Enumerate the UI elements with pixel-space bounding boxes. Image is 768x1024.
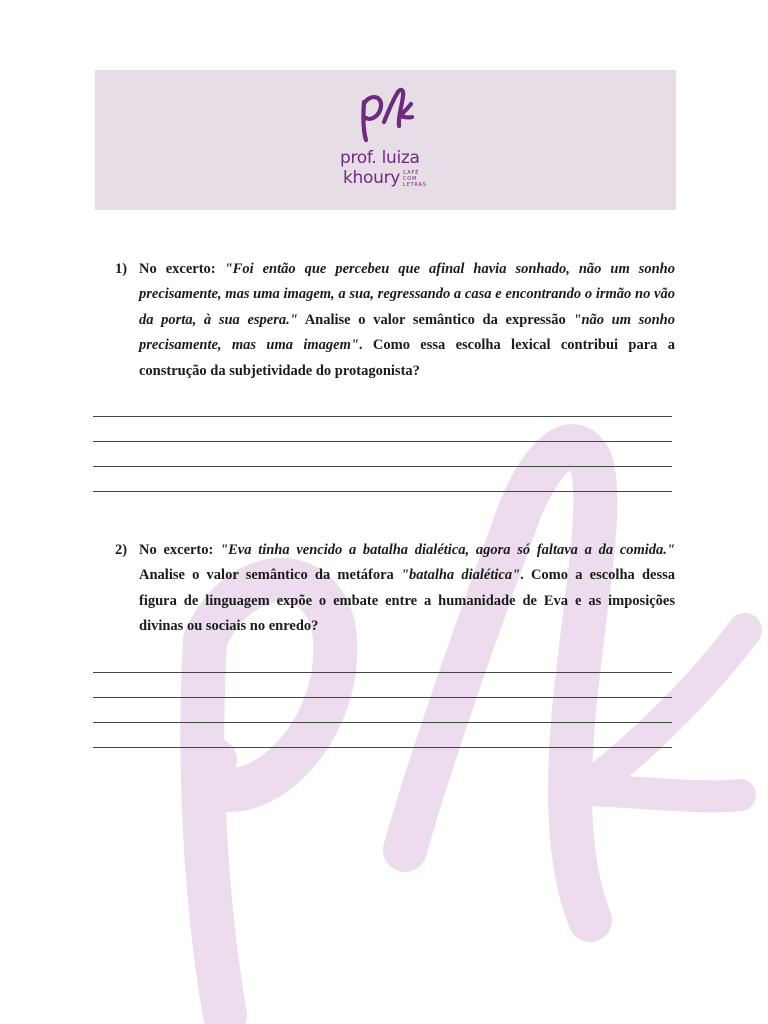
question-text [139,257,675,384]
question-text [139,538,675,640]
question-number: 2) [115,542,128,558]
question-text-part: . Como a escolha dessa figura de linguagem expõe o embate entre a humanidade de Eva e as imposições divinas ou sociais no enredo? [139,567,675,635]
question-text-part: Analise o valor semântico da expressão [297,311,574,328]
answer-line[interactable] [93,441,672,442]
answer-line[interactable] [93,466,672,467]
question-text-part: No excerto: [139,542,221,558]
answer-line[interactable] [93,416,672,417]
answer-line[interactable] [93,491,672,492]
question-text-part: No excerto: [139,261,225,277]
quoted-expression: "batalha dialética" [400,567,521,584]
question-text-part: . Como essa escolha lexical contribui para a construção da subjetividade do protagonista? [139,337,675,379]
logo-wordmark [340,148,440,190]
question-1 [115,257,675,384]
answer-line[interactable] [93,697,672,698]
quoted-excerpt: "Foi então que percebeu que afinal havia sonhado, não um sonho precisamente, mas uma imagem, a sua, regressando a casa e encontrando o irmão no vão da porta, à sua espera." [139,261,675,328]
quoted-expression: "não um sonho precisamente, mas uma imagem" [139,311,675,354]
question-text-part: Analise o valor semântico da metáfora [139,567,401,584]
logo-tagline: CAFÉ COM LETRAS [403,170,427,188]
question-2 [115,538,675,640]
plk-logo-icon [352,84,416,146]
quoted-excerpt: "Eva tinha vencido a batalha dialética, agora só faltava a da comida." [220,542,675,558]
logo-name-line2: khoury [343,168,401,188]
logo-name-line1: prof. luiza [340,148,420,168]
answer-line[interactable] [93,722,672,723]
answer-line[interactable] [93,747,672,748]
answer-line[interactable] [93,672,672,673]
question-number: 1) [115,261,128,277]
